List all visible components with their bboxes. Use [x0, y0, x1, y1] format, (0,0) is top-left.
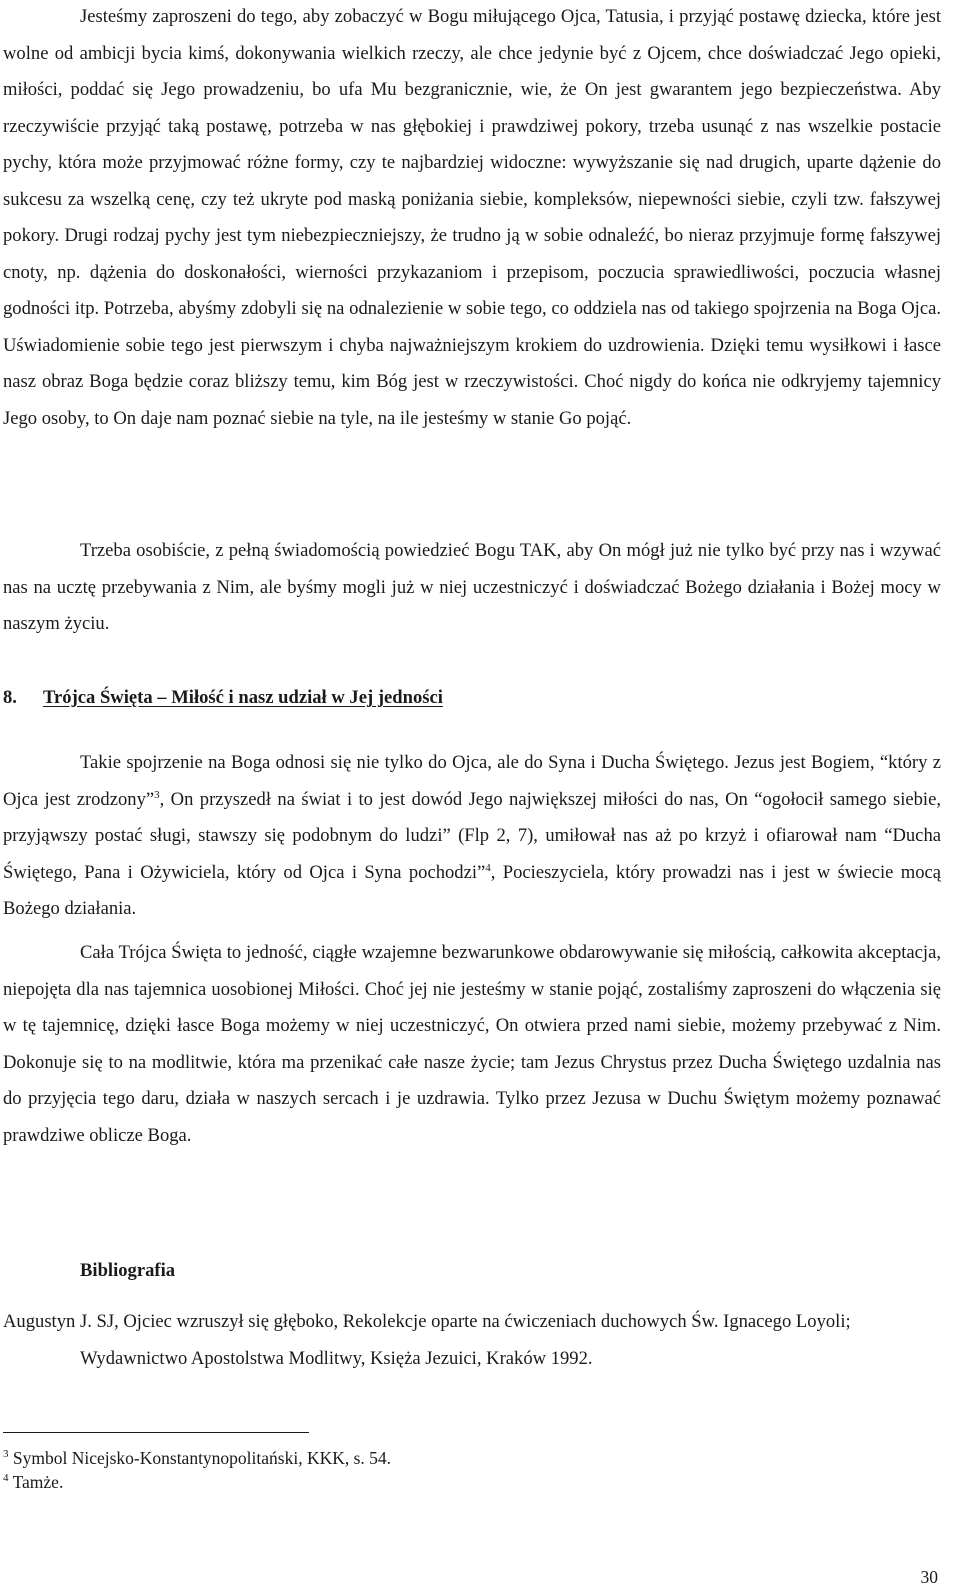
footnote-separator	[3, 1432, 309, 1433]
paragraph-text: Jesteśmy zaproszeni do tego, aby zobaczyć w Bogu miłującego Ojca, Tatusia, i przyjąć postawę dziecka, które jest wolne od ambicji bycia kimś, dokonywania wielkich rzeczy, ale chce jedynie być z Ojcem, chce doświadczać Jego opieki, miłości, poddać się Jego prowadzeniu, bo ufa Mu bezgranicznie, wie, że On jest gwarantem jego bezpieczeństwa. Aby rzeczywiście przyjąć taką postawę, potrzeba w nas głębokiej i prawdziwej pokory, trzeba usunąć z nas wszelkie postacie pychy, która może przyjmować różne formy, czy te najbardziej widoczne: wywyższanie się nad drugich, uparte dążenie do sukcesu za wszelką cenę, czy też ukryte pod maską poniżania siebie, kompleksów, niepewności siebie, czyli tzw. fałszywej pokory. Drugi rodzaj pychy jest tym niebezpieczniejszy, że trudno ją w sobie odnaleźć, bo nieraz przyjmuje formę fałszywej cnoty, np. dążenia do doskonałości, wierności przykazaniom i przepisom, poczucia sprawiedliwości, poczucia własnej godności itp. Potrzeba, abyśmy zdobyli się na odnalezienie w sobie tego, co oddziela nas od takiego spojrzenia na Boga Ojca. Uświadomienie sobie tego jest pierwszym i chyba najważniejszym krokiem do uzdrowienia. Dzięki temu wysiłkowi i łasce nasz obraz Boga będzie coraz bliższy temu, kim Bóg jest w rzeczywistości. Choć nigdy do końca nie odkryjemy tajemnicy Jego osoby, to On daje nam poznać siebie na tyle, na ile jesteśmy w stanie Go pojąć.	[3, 6, 941, 429]
paragraph-text: , Pocieszyciela, który prowadzi nas i jest w świecie mocą Bożego działania.	[3, 861, 941, 919]
footnote-mark: 3	[3, 1448, 9, 1461]
body-paragraph-2	[3, 533, 941, 643]
footnote-text: Tamże.	[12, 1472, 64, 1492]
bibliography-entry: Augustyn J. SJ, Ojciec wzruszył się głęboko, Rekolekcje oparte na ćwiczeniach duchowych Św. Ignacego Loyoli; Wydawnictwo Apostolstwa Modlitwy, Księża Jezuici, Kraków 1992.	[3, 1311, 851, 1369]
footnote-ref-4: 4	[485, 861, 491, 874]
footnote-mark: 4	[3, 1472, 9, 1485]
body-paragraph-3	[3, 745, 941, 928]
paragraph-text: Cała Trójca Święta to jedność, ciągłe wzajemne bezwarunkowe obdarowywanie się miłością, całkowita akceptacja, niepojęta dla nas tajemnica uosobionej Miłości. Choć jej nie jesteśmy w stanie pojąć, zostaliśmy zaproszeni do włączenia się w tę tajemnicę, dzięki łasce Boga możemy w niej uczestniczyć, On otwiera przed nami siebie, możemy przebywać z Nim. Dokonuje się to na modlitwie, która ma przenikać całe nasze życie; tam Jezus Chrystus przez Ducha Świętego uzdalnia nas do przyjęcia tego daru, działa w naszych sercach i je uzdrawia. Tylko przez Jezusa w Duchu Świętym możemy poznawać prawdziwe oblicze Boga.	[3, 942, 941, 1146]
footnote-3	[3, 1447, 391, 1469]
section-number: 8.	[3, 687, 17, 708]
section-title: Trójca Święta – Miłość i nasz udział w Jej jedności	[43, 687, 443, 708]
paragraph-text: , On przyszedł na świat i to jest dowód Jego największej miłości do nas, On “ogołocił samego siebie, przyjąwszy postać sługi, stawszy się podobnym do ludzi” (Flp 2, 7), umiłował nas aż po krzyż i ofiarował nam “Ducha Świętego, Pana i Ożywiciela, który od Ojca i Syna pochodzi”	[3, 788, 941, 883]
paragraph-text: Takie spojrzenie na Boga odnosi się nie tylko do Ojca, ale do Syna i Ducha Świętego. Jezus jest Bogiem, “który z Ojca jest zrodzony”	[3, 752, 941, 810]
body-paragraph-1	[3, 0, 941, 437]
page-number: 30	[920, 1567, 938, 1587]
body-paragraph-4	[3, 935, 941, 1154]
footnote-text: Symbol Nicejsko-Konstantynopolitański, KKK, s. 54.	[12, 1448, 392, 1468]
bibliography-heading: Bibliografia	[80, 1260, 176, 1281]
footnote-ref-3: 3	[154, 788, 160, 801]
paragraph-text: Trzeba osobiście, z pełną świadomością powiedzieć Bogu TAK, aby On mógł już nie tylko być przy nas i wzywać nas na ucztę przebywania z Nim, ale byśmy mogli już w niej uczestniczyć i doświadczać Bożego działania i Bożej mocy w naszym życiu.	[3, 540, 941, 634]
footnote-4	[3, 1471, 63, 1493]
section-heading	[3, 686, 443, 710]
